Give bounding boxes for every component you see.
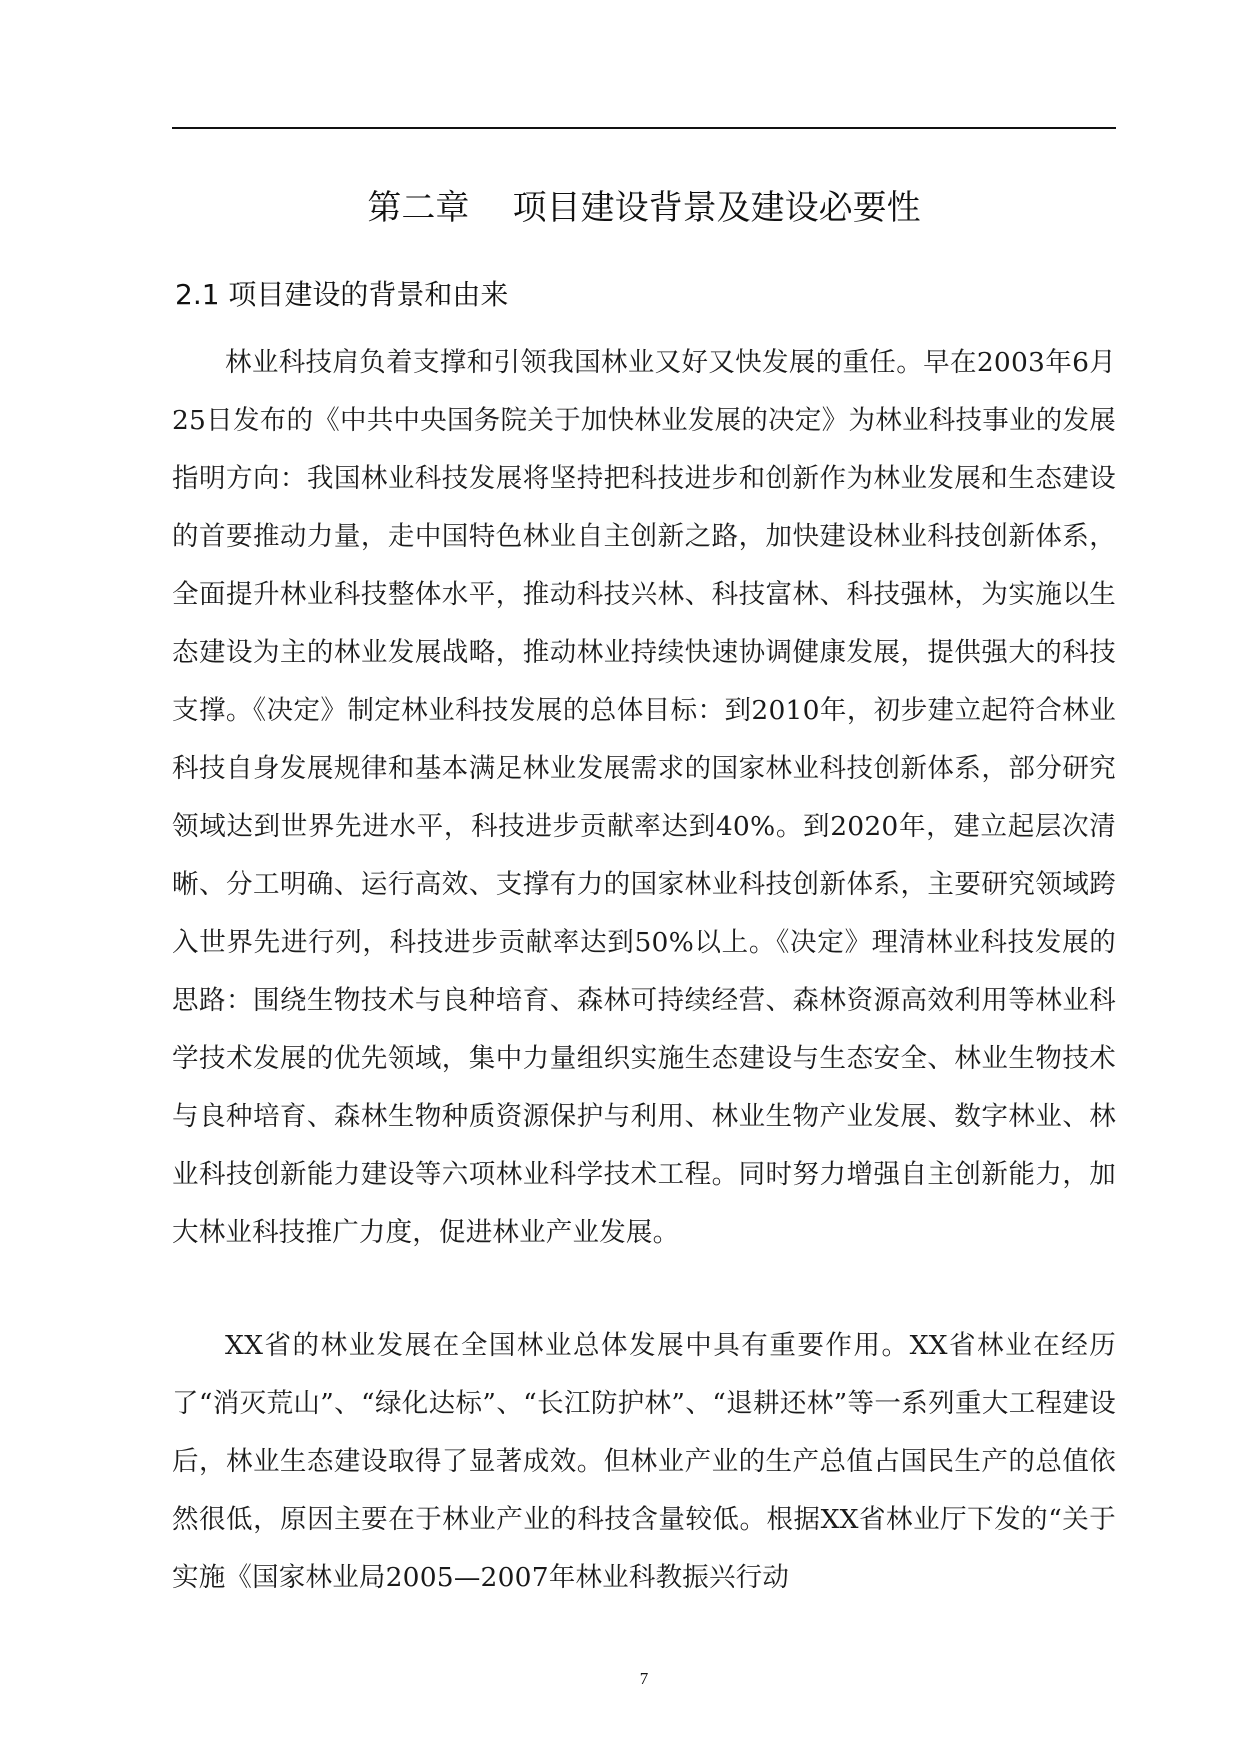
header-rule [172,127,1116,129]
body-paragraph: 林业科技肩负着支撑和引领我国林业又好又快发展的重任。早在2003年6月25日发布的《中共中央国务院关于加快林业发展的决定》为林业科技事业的发展指明方向：我国林业科技发展将坚持把科技进步和创新作为林业发展和生态建设的首要推动力量，走中国特色林业自主创新之路，加快建设林业科技创新体系，全面提升林业科技整体水平，推动科技兴林、科技富林、科技强林，为实施以生态建设为主的林业发展战略，推动林业持续快速协调健康发展，提供强大的科技支撑。《决定》制定林业科技发展的总体目标：到2010年，初步建立起符合林业科技自身发展规律和基本满足林业发展需求的国家林业科技创新体系，部分研究领域达到世界先进水平，科技进步贡献率达到40%。到2020年，建立起层次清晰、分工明确、运行高效、支撑有力的国家林业科技创新体系，主要研究领域跨入世界先进行列，科技进步贡献率达到50%以上。《决定》理清林业科技发展的思路：围绕生物技术与良种培育、森林可持续经营、森林资源高效利用等林业科学技术发展的优先领域，集中力量组织实施生态建设与生态安全、林业生物技术与良种培育、森林生物种质资源保护与利用、林业生物产业发展、数字林业、林业科技创新能力建设等六项林业科学技术工程。同时努力增强自主创新能力，加大林业科技推广力度，促进林业产业发展。 [172,347,1116,1248]
page-number: 7 [639,1669,649,1688]
chapter-title: 第二章 项目建设背景及建设必要性 [367,188,921,228]
body-paragraph: XX省的林业发展在全国林业总体发展中具有重要作用。XX省林业在经历了“消灭荒山”、“绿化达标”、“长江防护林”、“退耕还林”等一系列重大工程建设后，林业生态建设取得了显著成效。但林业产业的生产总值占国民生产的总值依然很低，原因主要在于林业产业的科技含量较低。根据XX省林业厅下发的“关于实施《国家林业局2005—2007年林业科教振兴行动 [172,1330,1116,1593]
section-title: 2.1 项目建设的背景和由来 [175,278,509,311]
